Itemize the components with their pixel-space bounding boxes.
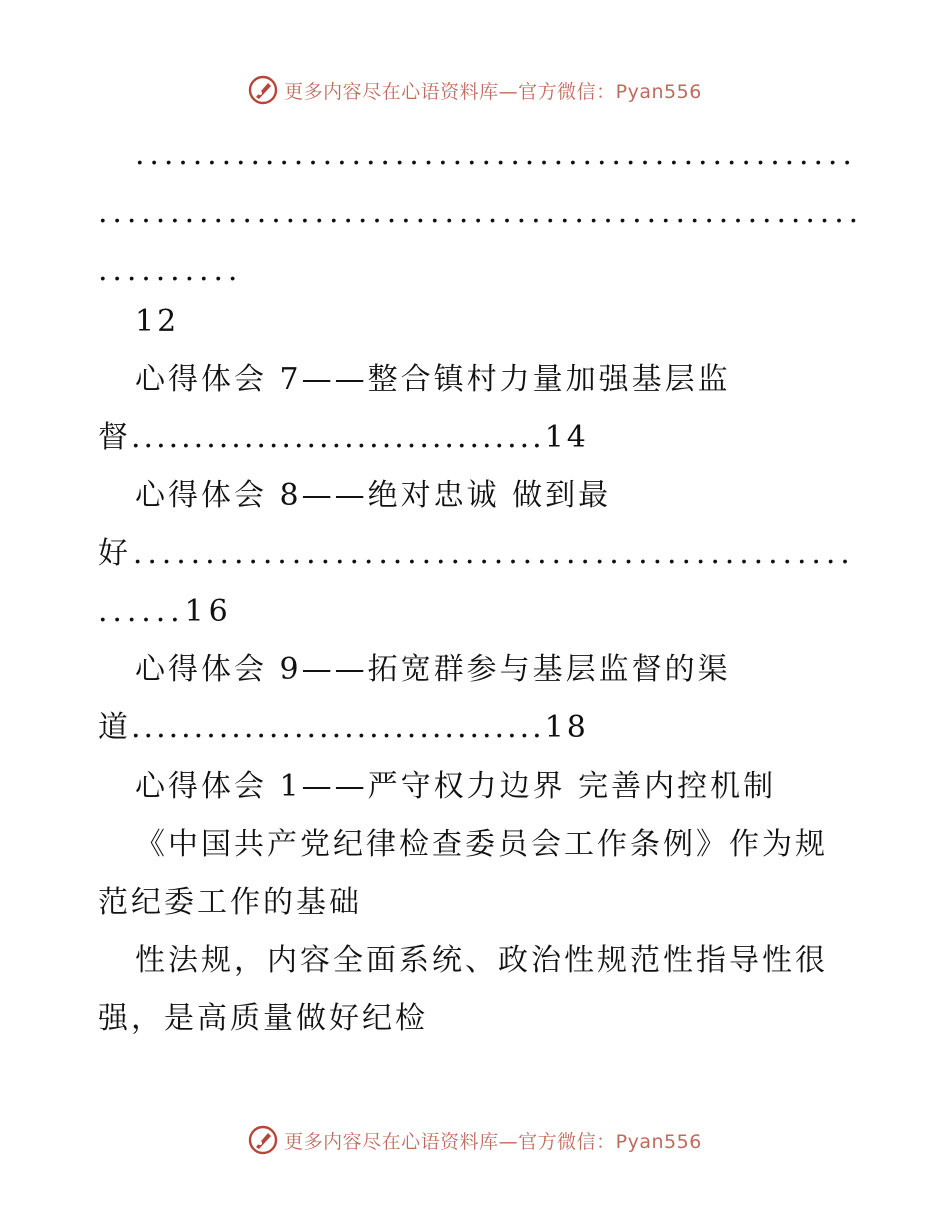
toc-leader-dots: .......... — [98, 253, 243, 288]
toc-leader-dots: .................................................. — [135, 137, 857, 172]
paragraph-line: 范纪委工作的基础 — [98, 885, 362, 920]
section-heading: 心得体会 1——严守权力边界 完善内控机制 — [135, 769, 777, 804]
paragraph-line: 《中国共产党纪律检查委员会工作条例》作为规 — [135, 827, 828, 862]
paragraph-line: 性法规，内容全面系统、政治性规范性指导性很 — [135, 943, 828, 978]
footer-banner — [0, 1120, 950, 1160]
toc-entry-leader[interactable]: 督.................................14 — [98, 420, 589, 455]
pen-logo-icon — [248, 75, 278, 105]
toc-entry-title[interactable]: 心得体会 9——拓宽群参与基层监督的渠 — [135, 652, 731, 687]
toc-leader-dots: ..................................................... — [98, 195, 864, 230]
toc-entry-leader[interactable]: 好.................................................. — [98, 536, 855, 571]
toc-entry-title[interactable]: 心得体会 7——整合镇村力量加强基层监 — [135, 362, 731, 397]
header-banner — [0, 70, 950, 110]
paragraph-line: 强，是高质量做好纪检 — [98, 1001, 428, 1036]
pen-logo-icon — [248, 1125, 278, 1155]
toc-entry-leader[interactable]: ......16 — [98, 594, 233, 629]
toc-page-number: 12 — [135, 304, 180, 339]
toc-entry-leader[interactable]: 道.................................18 — [98, 710, 589, 745]
toc-entry-title[interactable]: 心得体会 8——绝对忠诚 做到最 — [135, 478, 612, 513]
banner-text: 更多内容尽在心语资料库—官方微信：Pyan556 — [284, 80, 702, 103]
banner-text: 更多内容尽在心语资料库—官方微信：Pyan556 — [284, 1130, 702, 1153]
